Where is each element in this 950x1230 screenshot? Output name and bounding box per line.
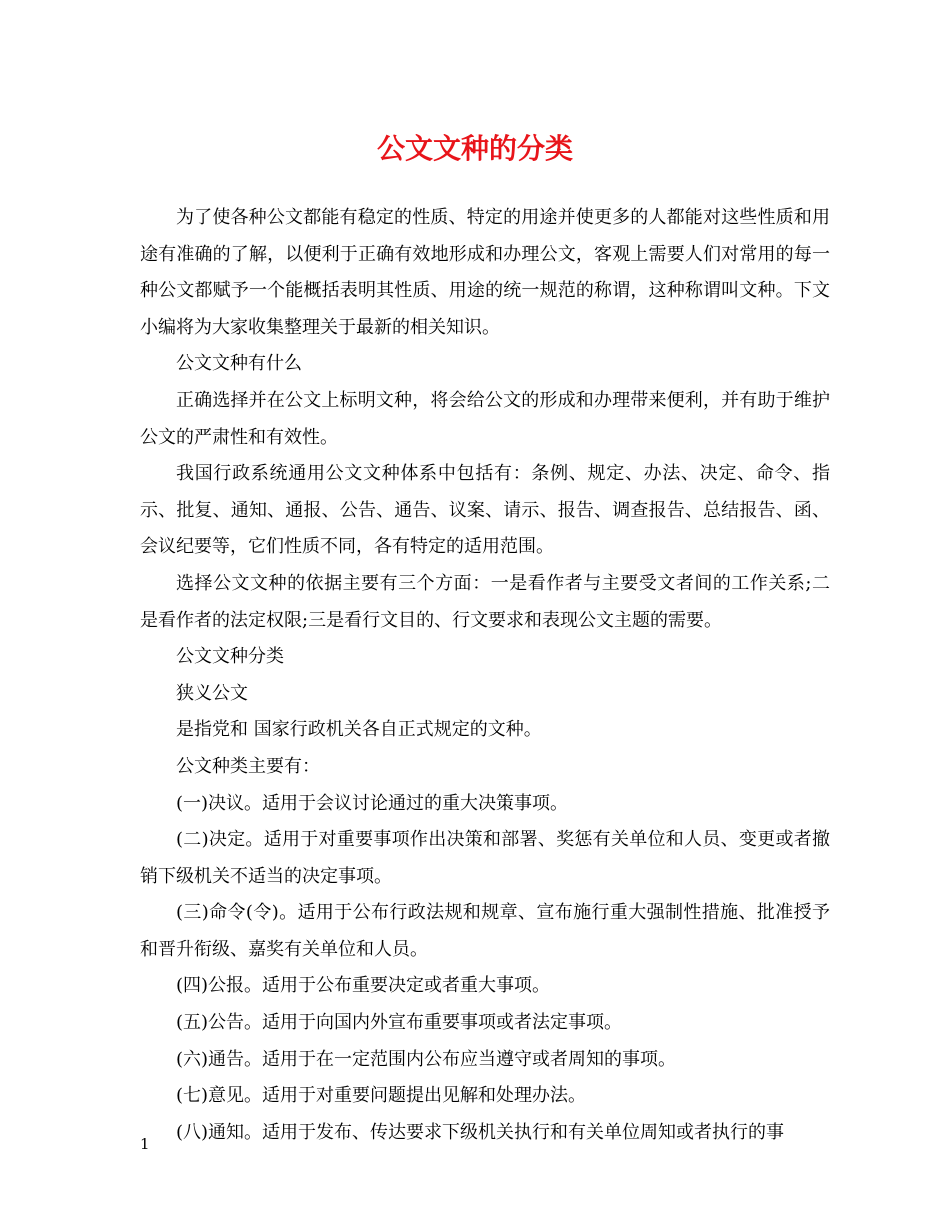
list-item-order: (三)命令(令)。适用于公布行政法规和规章、宣布施行重大强制性措施、批准授予和晋升衔级、嘉奖有关单位和人员。 [140, 902, 830, 960]
list-item-opinion: (七)意见。适用于对重要问题提出见解和处理办法。 [176, 1085, 587, 1107]
paragraph-types-intro: 公文种类主要有： [176, 755, 320, 777]
page-number: 1 [140, 1135, 150, 1153]
list-item-communique: (四)公报。适用于公布重要决定或者重大事项。 [176, 975, 551, 997]
list-item-announcement: (五)公告。适用于向国内外宣布重要事项或者法定事项。 [176, 1012, 623, 1034]
section-heading-classification: 公文文种分类 [176, 646, 284, 668]
list-item-decision: (二)决定。适用于对重要事项作出决策和部署、奖惩有关单位和人员、变更或者撤销下级机关不适当的决定事项。 [140, 829, 830, 887]
list-item-public-notice: (六)通告。适用于在一定范围内公布应当遵守或者周知的事项。 [176, 1048, 677, 1070]
section-heading-narrow: 狭义公文 [176, 682, 248, 704]
list-item-notice: (八)通知。适用于发布、传达要求下级机关执行和有关单位周知或者执行的事 [176, 1121, 785, 1143]
document-body [140, 200, 830, 1151]
paragraph-basis: 选择公文文种的依据主要有三个方面：一是看作者与主要受文者间的工作关系;二是看作者的法定权限;三是看行文目的、行文要求和表现公文主题的需要。 [140, 572, 830, 631]
section-heading-what: 公文文种有什么 [176, 353, 302, 375]
list-item-resolution: (一)决议。适用于会议讨论通过的重大决策事项。 [176, 792, 569, 814]
document-title: 公文文种的分类 [376, 132, 573, 165]
paragraph-system: 我国行政系统通用公文文种体系中包括有：条例、规定、办法、决定、命令、指示、批复、通知、通报、公告、通告、议案、请示、报告、调查报告、总结报告、函、会议纪要等，它们性质不同，各有特定的适用范围。 [140, 463, 830, 558]
paragraph-definition: 是指党和 国家行政机关各自正式规定的文种。 [176, 719, 542, 741]
paragraph-intro: 为了使各种公文都能有稳定的性质、特定的用途并使更多的人都能对这些性质和用途有准确的了解，以便利于正确有效地形成和办理公文，客观上需要人们对常用的每一种公文都赋予一个能概括表明其性质、用途的统一规范的称谓，这种称谓叫文种。下文小编将为大家收集整理关于最新的相关知识。 [140, 207, 830, 338]
paragraph-benefit: 正确选择并在公文上标明文种，将会给公文的形成和办理带来便利，并有助于维护公文的严肃性和有效性。 [140, 389, 830, 448]
